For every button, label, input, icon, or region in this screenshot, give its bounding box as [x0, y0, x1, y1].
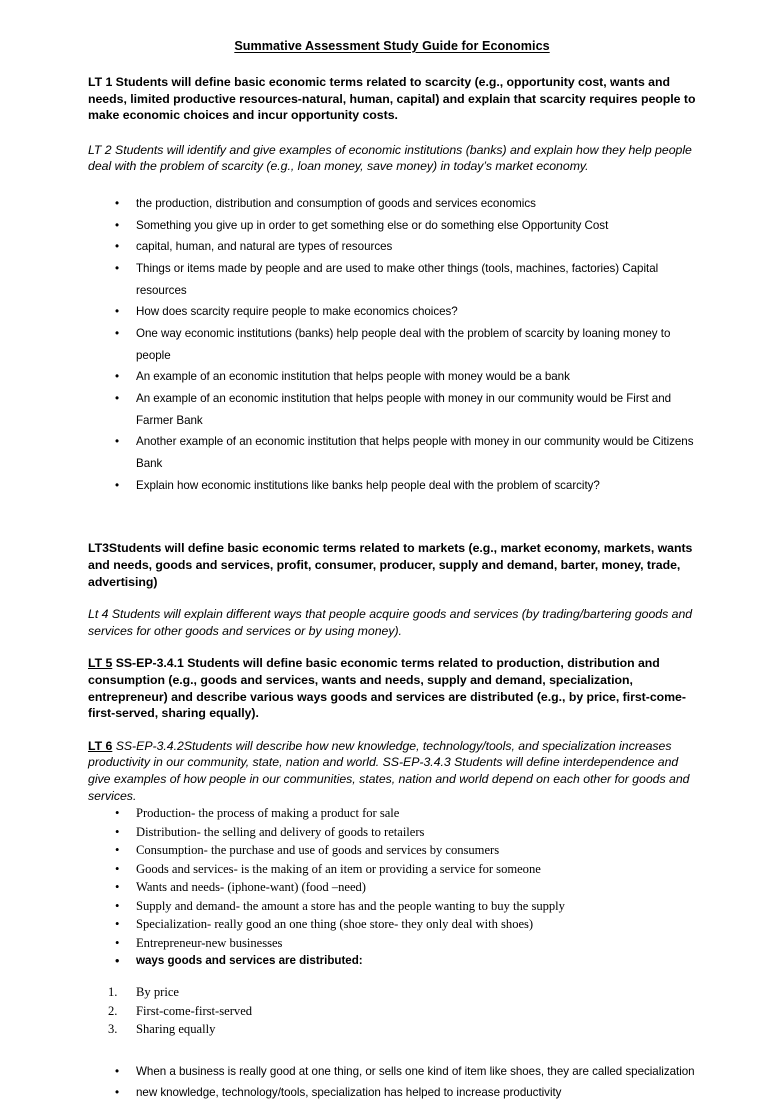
list-item: • Supply and demand- the amount a store has and the people wanting to buy the supply	[88, 897, 696, 916]
page-title: Summative Assessment Study Guide for Economics	[234, 39, 550, 53]
list-item: • Goods and services- is the making of an item or providing a service for someone	[88, 860, 696, 879]
list-item: • An example of an economic institution that helps people with money in our community would be First and Farmer Bank	[88, 388, 696, 431]
list-item: • An example of an economic institution that helps people with money would be a bank	[88, 366, 696, 388]
list-item: By price	[136, 985, 180, 1000]
learning-target-4-text: Lt 4 Students will explain different ways that people acquire goods and services (by trading/bartering goods and services for other goods and services or by using money).	[88, 607, 693, 638]
distribution-methods-list	[88, 983, 696, 1039]
list-item: • capital, human, and natural are types of resources	[88, 236, 696, 258]
list-item: • Something you give up in order to get something else or do something else Opportunity Cost	[88, 215, 696, 237]
list-item: • new knowledge, technology/tools, specialization has helped to increase productivity	[88, 1082, 696, 1104]
list-item: • One way economic institutions (banks) help people deal with the problem of scarcity by loaning money to people	[88, 323, 696, 366]
learning-target-5-label: LT 5	[88, 656, 113, 671]
list-item: • the production, distribution and consumption of goods and services economics	[88, 193, 696, 215]
list-item: • Another example of an economic institution that helps people with money in our community would be Citizens Bank	[88, 431, 696, 474]
lt6-bullet-list	[88, 804, 696, 969]
list-item: • How does scarcity require people to make economics choices?	[88, 301, 696, 323]
learning-target-6-body: SS-EP-3.4.2Students will describe how new knowledge, technology/tools, and specialization increases productivity in our community, state, nation and world. SS-EP-3.4.3 Students will define interdependence and give examples of how people in our communities, states, nation and world depend on each other for goods and services.	[88, 738, 690, 803]
list-item: First-come-first-served	[136, 1003, 253, 1018]
learning-target-6-label: LT 6	[88, 738, 113, 753]
list-item: • Distribution- the selling and delivery of goods to retailers	[88, 823, 696, 842]
list-item-distribution-heading: • ways goods and services are distributed:	[88, 952, 696, 969]
list-item: • Consumption- the purchase and use of goods and services by consumers	[88, 841, 696, 860]
list-item: • Production- the process of making a product for sale	[88, 804, 696, 823]
learning-target-6-text	[88, 738, 696, 804]
list-item: Sharing equally	[136, 1022, 216, 1037]
list-item: • Explain how economic institutions like banks help people deal with the problem of scarcity?	[88, 475, 696, 497]
list-item: • Things or items made by people and are used to make other things (tools, machines, factories) Capital resources	[88, 258, 696, 301]
list-item: • When a business is really good at one thing, or sells one kind of item like shoes, they are called specialization	[88, 1061, 696, 1083]
learning-target-1-text: LT 1 Students will define basic economic terms related to scarcity (e.g., opportunity cost, wants and needs, limited productive resources-natural, human, capital) and explain that scarcity requires people to make economic choices and incur opportunity costs.	[88, 75, 696, 123]
closing-bullet-list	[88, 1061, 696, 1104]
learning-target-3-text: LT3Students will define basic economic terms related to markets (e.g., market economy, markets, wants and needs, goods and services, profit, consumer, producer, supply and demand, barter, money, trade, advertising)	[88, 541, 693, 589]
list-item: • Specialization- really good an one thing (shoe store- they only deal with shoes)	[88, 915, 696, 934]
lt2-bullet-list	[88, 193, 696, 496]
learning-target-5-body: SS-EP-3.4.1 Students will define basic economic terms related to production, distribution and consumption (e.g., goods and services, wants and needs, supply and demand, specialization, entrepreneur) and describe various ways goods and services are distributed (e.g., by price, first-come-first-served, sharing equally).	[88, 656, 686, 721]
list-item: • Entrepreneur-new businesses	[88, 934, 696, 953]
learning-target-5-text	[88, 655, 696, 721]
learning-target-2-text: LT 2 Students will identify and give examples of economic institutions (banks) and explain how they help people deal with the problem of scarcity (e.g., loan money, save money) in today’s market economy.	[88, 142, 692, 174]
list-item: • Wants and needs- (iphone-want) (food –need)	[88, 878, 696, 897]
